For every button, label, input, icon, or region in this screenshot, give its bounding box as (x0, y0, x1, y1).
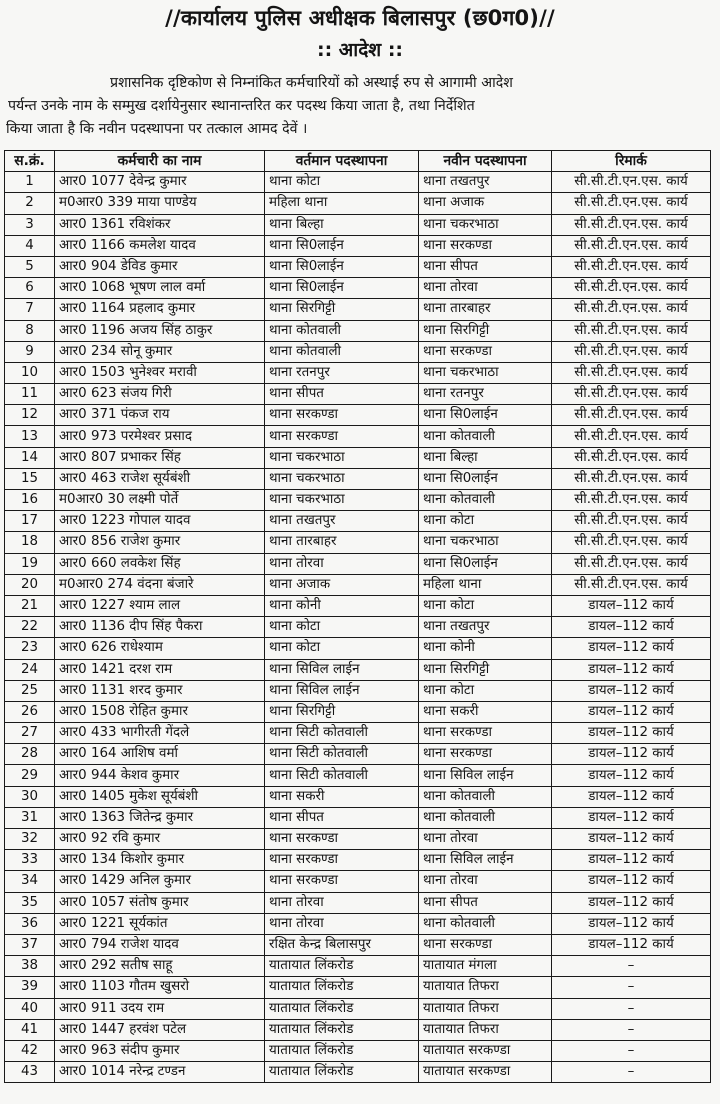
serial-cell: 10 (5, 362, 55, 383)
remark-cell: डायल–112 कार्य (552, 617, 711, 638)
employee-name-cell: आर0 911 उदय राम (55, 998, 265, 1019)
serial-cell: 3 (5, 214, 55, 235)
serial-cell: 14 (5, 447, 55, 468)
employee-name-cell: आर0 1136 दीप सिंह पैकरा (55, 617, 265, 638)
new-posting-cell: थाना कोतवाली (419, 807, 552, 828)
remark-cell: सी.सी.टी.एन.एस. कार्य (552, 553, 711, 574)
header-remark: रिमार्क (552, 151, 711, 172)
current-posting-cell: थाना तोरवा (265, 553, 419, 574)
current-posting-cell: थाना चकरभाठा (265, 490, 419, 511)
remark-cell: डायल–112 कार्य (552, 934, 711, 955)
employee-name-cell: आर0 973 परमेश्वर प्रसाद (55, 426, 265, 447)
table-row (5, 574, 711, 595)
employee-name-cell: आर0 292 सतीष साहू (55, 956, 265, 977)
header-serial: स.क्रं. (5, 151, 55, 172)
new-posting-cell: यातायात तिफरा (419, 998, 552, 1019)
new-posting-cell: थाना कोटा (419, 680, 552, 701)
new-posting-cell: महिला थाना (419, 574, 552, 595)
current-posting-cell: थाना बिल्हा (265, 214, 419, 235)
current-posting-cell: थाना कोतवाली (265, 341, 419, 362)
current-posting-cell: यातायात लिंकरोड (265, 977, 419, 998)
serial-cell: 2 (5, 193, 55, 214)
current-posting-cell: थाना कोटा (265, 617, 419, 638)
current-posting-cell: थाना तोरवा (265, 892, 419, 913)
serial-cell: 21 (5, 595, 55, 616)
table-row (5, 341, 711, 362)
transfer-table (4, 150, 711, 1083)
employee-name-cell: आर0 963 संदीप कुमार (55, 1040, 265, 1061)
new-posting-cell: यातायात सरकण्डा (419, 1062, 552, 1083)
employee-name-cell: आर0 371 पंकज राय (55, 405, 265, 426)
table-row (5, 786, 711, 807)
serial-cell: 39 (5, 977, 55, 998)
table-row (5, 701, 711, 722)
serial-cell: 27 (5, 723, 55, 744)
remark-cell: डायल–112 कार्य (552, 892, 711, 913)
table-row (5, 850, 711, 871)
table-row (5, 913, 711, 934)
table-row (5, 765, 711, 786)
table-row (5, 659, 711, 680)
table-row (5, 256, 711, 277)
remark-cell: डायल–112 कार्य (552, 765, 711, 786)
employee-name-cell: म0आर0 30 लक्ष्मी पोर्ते (55, 490, 265, 511)
employee-name-cell: आर0 164 आशिष वर्मा (55, 744, 265, 765)
employee-name-cell: आर0 1227 श्याम लाल (55, 595, 265, 616)
employee-name-cell: आर0 134 किशोर कुमार (55, 850, 265, 871)
table-row (5, 468, 711, 489)
employee-name-cell: आर0 623 संजय गिरी (55, 384, 265, 405)
remark-cell: सी.सी.टी.एन.एस. कार्य (552, 362, 711, 383)
remark-cell: सी.सी.टी.एन.एस. कार्य (552, 384, 711, 405)
new-posting-cell: थाना चकरभाठा (419, 214, 552, 235)
remark-cell: सी.सी.टी.एन.एस. कार्य (552, 235, 711, 256)
table-row (5, 723, 711, 744)
remark-cell: डायल–112 कार्य (552, 723, 711, 744)
current-posting-cell: थाना सिटी कोतवाली (265, 765, 419, 786)
remark-cell: सी.सी.टी.एन.एस. कार्य (552, 490, 711, 511)
current-posting-cell: थाना सीपत (265, 807, 419, 828)
new-posting-cell: थाना सीपत (419, 892, 552, 913)
new-posting-cell: थाना कोतवाली (419, 426, 552, 447)
new-posting-cell: थाना सीपत (419, 256, 552, 277)
current-posting-cell: थाना तखतपुर (265, 511, 419, 532)
table-row (5, 829, 711, 850)
serial-cell: 23 (5, 638, 55, 659)
serial-cell: 32 (5, 829, 55, 850)
employee-name-cell: आर0 1421 दरश राम (55, 659, 265, 680)
employee-name-cell: आर0 1221 सूर्यकांत (55, 913, 265, 934)
current-posting-cell: थाना सरकण्डा (265, 405, 419, 426)
remark-cell: सी.सी.टी.एन.एस. कार्य (552, 256, 711, 277)
new-posting-cell: थाना तारबाहर (419, 299, 552, 320)
remark-cell: सी.सी.टी.एन.एस. कार्य (552, 574, 711, 595)
table-row (5, 172, 711, 193)
remark-cell: सी.सी.टी.एन.एस. कार्य (552, 405, 711, 426)
current-posting-cell: थाना सरकण्डा (265, 871, 419, 892)
employee-name-cell: आर0 904 डेविड कुमार (55, 256, 265, 277)
employee-name-cell: आर0 1361 रविशंकर (55, 214, 265, 235)
current-posting-cell: यातायात लिंकरोड (265, 956, 419, 977)
employee-name-cell: आर0 1508 रोहित कुमार (55, 701, 265, 722)
table-row (5, 553, 711, 574)
current-posting-cell: थाना अजाक (265, 574, 419, 595)
current-posting-cell: थाना सिरगिट्टी (265, 701, 419, 722)
table-row (5, 638, 711, 659)
serial-cell: 1 (5, 172, 55, 193)
remark-cell: डायल–112 कार्य (552, 850, 711, 871)
table-row (5, 956, 711, 977)
remark-cell: – (552, 1019, 711, 1040)
serial-cell: 18 (5, 532, 55, 553)
remark-cell: सी.सी.टी.एन.एस. कार्य (552, 320, 711, 341)
table-row (5, 384, 711, 405)
new-posting-cell: थाना तोरवा (419, 278, 552, 299)
serial-cell: 20 (5, 574, 55, 595)
employee-name-cell: आर0 944 केशव कुमार (55, 765, 265, 786)
employee-name-cell: आर0 433 भागीरती गेंदले (55, 723, 265, 744)
remark-cell: डायल–112 कार्य (552, 638, 711, 659)
remark-cell: सी.सी.टी.एन.एस. कार्य (552, 299, 711, 320)
new-posting-cell: यातायात तिफरा (419, 1019, 552, 1040)
serial-cell: 35 (5, 892, 55, 913)
employee-name-cell: आर0 234 सोनू कुमार (55, 341, 265, 362)
remark-cell: – (552, 1040, 711, 1061)
new-posting-cell: थाना अजाक (419, 193, 552, 214)
serial-cell: 19 (5, 553, 55, 574)
employee-name-cell: आर0 1014 नरेन्द्र टण्डन (55, 1062, 265, 1083)
current-posting-cell: थाना कोतवाली (265, 320, 419, 341)
employee-name-cell: आर0 807 प्रभाकर सिंह (55, 447, 265, 468)
current-posting-cell: थाना तारबाहर (265, 532, 419, 553)
current-posting-cell: यातायात लिंकरोड (265, 1040, 419, 1061)
table-row (5, 977, 711, 998)
current-posting-cell: थाना सरकण्डा (265, 850, 419, 871)
employee-name-cell: म0आर0 274 वंदना बंजारे (55, 574, 265, 595)
employee-name-cell: आर0 1503 भुनेश्वर मरावी (55, 362, 265, 383)
new-posting-cell: थाना सरकण्डा (419, 341, 552, 362)
remark-cell: सी.सी.टी.एन.एस. कार्य (552, 214, 711, 235)
serial-cell: 33 (5, 850, 55, 871)
serial-cell: 41 (5, 1019, 55, 1040)
new-posting-cell: थाना तोरवा (419, 829, 552, 850)
current-posting-cell: महिला थाना (265, 193, 419, 214)
employee-name-cell: आर0 1363 जितेन्द्र कुमार (55, 807, 265, 828)
new-posting-cell: थाना सिविल लाईन (419, 765, 552, 786)
new-posting-cell: थाना सरकण्डा (419, 934, 552, 955)
table-row (5, 447, 711, 468)
table-row (5, 892, 711, 913)
employee-name-cell: आर0 660 लवकेश सिंह (55, 553, 265, 574)
employee-name-cell: आर0 1077 देवेन्द्र कुमार (55, 172, 265, 193)
new-posting-cell: थाना सकरी (419, 701, 552, 722)
remark-cell: डायल–112 कार्य (552, 595, 711, 616)
serial-cell: 8 (5, 320, 55, 341)
header-new-posting: नवीन पदस्थापना (419, 151, 552, 172)
current-posting-cell: थाना तोरवा (265, 913, 419, 934)
serial-cell: 30 (5, 786, 55, 807)
new-posting-cell: थाना सि0लाईन (419, 468, 552, 489)
serial-cell: 36 (5, 913, 55, 934)
new-posting-cell: थाना सरकण्डा (419, 744, 552, 765)
employee-name-cell: म0आर0 339 माया पाण्डेय (55, 193, 265, 214)
current-posting-cell: थाना सिटी कोतवाली (265, 744, 419, 765)
serial-cell: 15 (5, 468, 55, 489)
remark-cell: डायल–112 कार्य (552, 829, 711, 850)
employee-name-cell: आर0 1166 कमलेश यादव (55, 235, 265, 256)
table-row (5, 426, 711, 447)
new-posting-cell: थाना कोतवाली (419, 786, 552, 807)
new-posting-cell: थाना रतनपुर (419, 384, 552, 405)
current-posting-cell: यातायात लिंकरोड (265, 1019, 419, 1040)
new-posting-cell: थाना कोतवाली (419, 913, 552, 934)
remark-cell: – (552, 998, 711, 1019)
remark-cell: सी.सी.टी.एन.एस. कार्य (552, 532, 711, 553)
table-row (5, 511, 711, 532)
employee-name-cell: आर0 1405 मुकेश सूर्यबंशी (55, 786, 265, 807)
serial-cell: 22 (5, 617, 55, 638)
table-row (5, 680, 711, 701)
order-title: :: आदेश :: (316, 39, 404, 61)
serial-cell: 16 (5, 490, 55, 511)
employee-name-cell: आर0 1429 अनिल कुमार (55, 871, 265, 892)
employee-name-cell: आर0 856 राजेश कुमार (55, 532, 265, 553)
table-row (5, 532, 711, 553)
remark-cell: सी.सी.टी.एन.एस. कार्य (552, 341, 711, 362)
remark-cell: सी.सी.टी.एन.एस. कार्य (552, 172, 711, 193)
table-row (5, 617, 711, 638)
serial-cell: 37 (5, 934, 55, 955)
employee-name-cell: आर0 1057 संतोष कुमार (55, 892, 265, 913)
employee-name-cell: आर0 1131 शरद कुमार (55, 680, 265, 701)
remark-cell: डायल–112 कार्य (552, 701, 711, 722)
current-posting-cell: थाना सिविल लाईन (265, 680, 419, 701)
remark-cell: – (552, 956, 711, 977)
table-row (5, 871, 711, 892)
serial-cell: 29 (5, 765, 55, 786)
serial-cell: 9 (5, 341, 55, 362)
new-posting-cell: थाना सि0लाईन (419, 553, 552, 574)
serial-cell: 38 (5, 956, 55, 977)
serial-cell: 26 (5, 701, 55, 722)
remark-cell: – (552, 1062, 711, 1083)
intro-line-2: पर्यन्त उनके नाम के सम्मुख दर्शायेनुसार स्थानान्तरित कर पदस्थ किया जाता है, तथा निर्देशित (8, 98, 475, 114)
current-posting-cell: थाना सि0लाईन (265, 235, 419, 256)
new-posting-cell: थाना कोटा (419, 511, 552, 532)
remark-cell: डायल–112 कार्य (552, 871, 711, 892)
new-posting-cell: थाना तखतपुर (419, 172, 552, 193)
serial-cell: 28 (5, 744, 55, 765)
table-row (5, 1040, 711, 1061)
remark-cell: सी.सी.टी.एन.एस. कार्य (552, 511, 711, 532)
serial-cell: 43 (5, 1062, 55, 1083)
employee-name-cell: आर0 1447 हरवंश पटेल (55, 1019, 265, 1040)
table-row (5, 405, 711, 426)
serial-cell: 17 (5, 511, 55, 532)
current-posting-cell: थाना सीपत (265, 384, 419, 405)
new-posting-cell: थाना तोरवा (419, 871, 552, 892)
remark-cell: सी.सी.टी.एन.एस. कार्य (552, 193, 711, 214)
serial-cell: 6 (5, 278, 55, 299)
serial-cell: 4 (5, 235, 55, 256)
employee-name-cell: आर0 1196 अजय सिंह ठाकुर (55, 320, 265, 341)
new-posting-cell: थाना सरकण्डा (419, 723, 552, 744)
current-posting-cell: थाना चकरभाठा (265, 468, 419, 489)
new-posting-cell: थाना बिल्हा (419, 447, 552, 468)
current-posting-cell: थाना सि0लाईन (265, 256, 419, 277)
table-row (5, 278, 711, 299)
new-posting-cell: थाना तखतपुर (419, 617, 552, 638)
remark-cell: सी.सी.टी.एन.एस. कार्य (552, 426, 711, 447)
new-posting-cell: थाना कोतवाली (419, 490, 552, 511)
serial-cell: 34 (5, 871, 55, 892)
serial-cell: 25 (5, 680, 55, 701)
table-row (5, 998, 711, 1019)
table-row (5, 807, 711, 828)
new-posting-cell: थाना कोनी (419, 638, 552, 659)
table-row (5, 1062, 711, 1083)
table-row (5, 235, 711, 256)
table-header-row (5, 151, 711, 172)
current-posting-cell: यातायात लिंकरोड (265, 1062, 419, 1083)
table-row (5, 320, 711, 341)
table-row (5, 934, 711, 955)
serial-cell: 5 (5, 256, 55, 277)
header-current-posting: वर्तमान पदस्थापना (265, 151, 419, 172)
remark-cell: सी.सी.टी.एन.एस. कार्य (552, 278, 711, 299)
table-row (5, 744, 711, 765)
current-posting-cell: थाना सकरी (265, 786, 419, 807)
remark-cell: डायल–112 कार्य (552, 744, 711, 765)
current-posting-cell: यातायात लिंकरोड (265, 998, 419, 1019)
table-row (5, 193, 711, 214)
new-posting-cell: थाना सिरगिट्टी (419, 659, 552, 680)
remark-cell: डायल–112 कार्य (552, 680, 711, 701)
employee-name-cell: आर0 463 राजेश सूर्यबंशी (55, 468, 265, 489)
current-posting-cell: थाना सिटी कोतवाली (265, 723, 419, 744)
new-posting-cell: थाना सिविल लाईन (419, 850, 552, 871)
current-posting-cell: थाना सरकण्डा (265, 426, 419, 447)
current-posting-cell: थाना कोटा (265, 638, 419, 659)
new-posting-cell: थाना चकरभाठा (419, 532, 552, 553)
serial-cell: 11 (5, 384, 55, 405)
table-row (5, 595, 711, 616)
serial-cell: 42 (5, 1040, 55, 1061)
serial-cell: 24 (5, 659, 55, 680)
intro-line-1: प्रशासनिक दृष्टिकोण से निम्नांकित कर्मचारियों को अस्थाई रुप से आगामी आदेश (110, 75, 513, 91)
current-posting-cell: रक्षित केन्द्र बिलासपुर (265, 934, 419, 955)
new-posting-cell: यातायात मंगला (419, 956, 552, 977)
new-posting-cell: यातायात सरकण्डा (419, 1040, 552, 1061)
intro-line-3: किया जाता है कि नवीन पदस्थापना पर तत्काल आमद देवें । (6, 121, 308, 137)
employee-name-cell: आर0 626 राधेश्याम (55, 638, 265, 659)
current-posting-cell: थाना चकरभाठा (265, 447, 419, 468)
remark-cell: सी.सी.टी.एन.एस. कार्य (552, 468, 711, 489)
header-employee-name: कर्मचारी का नाम (55, 151, 265, 172)
table-row (5, 299, 711, 320)
employee-name-cell: आर0 1223 गोपाल यादव (55, 511, 265, 532)
office-title: //कार्यालय पुलिस अधीक्षक बिलासपुर (छ0ग0)// (165, 6, 555, 30)
new-posting-cell: थाना कोटा (419, 595, 552, 616)
serial-cell: 31 (5, 807, 55, 828)
remark-cell: डायल–112 कार्य (552, 807, 711, 828)
remark-cell: सी.सी.टी.एन.एस. कार्य (552, 447, 711, 468)
remark-cell: डायल–112 कार्य (552, 659, 711, 680)
employee-name-cell: आर0 1068 भूषण लाल वर्मा (55, 278, 265, 299)
serial-cell: 40 (5, 998, 55, 1019)
table-row (5, 214, 711, 235)
remark-cell: – (552, 977, 711, 998)
table-row (5, 490, 711, 511)
table-body (5, 172, 711, 1083)
serial-cell: 13 (5, 426, 55, 447)
employee-name-cell: आर0 92 रवि कुमार (55, 829, 265, 850)
employee-name-cell: आर0 1103 गौतम खुसरो (55, 977, 265, 998)
new-posting-cell: थाना सिरगिट्टी (419, 320, 552, 341)
employee-name-cell: आर0 794 राजेश यादव (55, 934, 265, 955)
table-row (5, 362, 711, 383)
current-posting-cell: थाना रतनपुर (265, 362, 419, 383)
current-posting-cell: थाना कोटा (265, 172, 419, 193)
new-posting-cell: थाना चकरभाठा (419, 362, 552, 383)
current-posting-cell: थाना कोनी (265, 595, 419, 616)
current-posting-cell: थाना सिरगिट्टी (265, 299, 419, 320)
new-posting-cell: थाना सि0लाईन (419, 405, 552, 426)
current-posting-cell: थाना सरकण्डा (265, 829, 419, 850)
employee-name-cell: आर0 1164 प्रहलाद कुमार (55, 299, 265, 320)
serial-cell: 7 (5, 299, 55, 320)
intro-paragraph (6, 72, 646, 141)
new-posting-cell: थाना सरकण्डा (419, 235, 552, 256)
remark-cell: डायल–112 कार्य (552, 786, 711, 807)
current-posting-cell: थाना सि0लाईन (265, 278, 419, 299)
serial-cell: 12 (5, 405, 55, 426)
new-posting-cell: यातायात तिफरा (419, 977, 552, 998)
remark-cell: डायल–112 कार्य (552, 913, 711, 934)
current-posting-cell: थाना सिविल लाईन (265, 659, 419, 680)
table-row (5, 1019, 711, 1040)
